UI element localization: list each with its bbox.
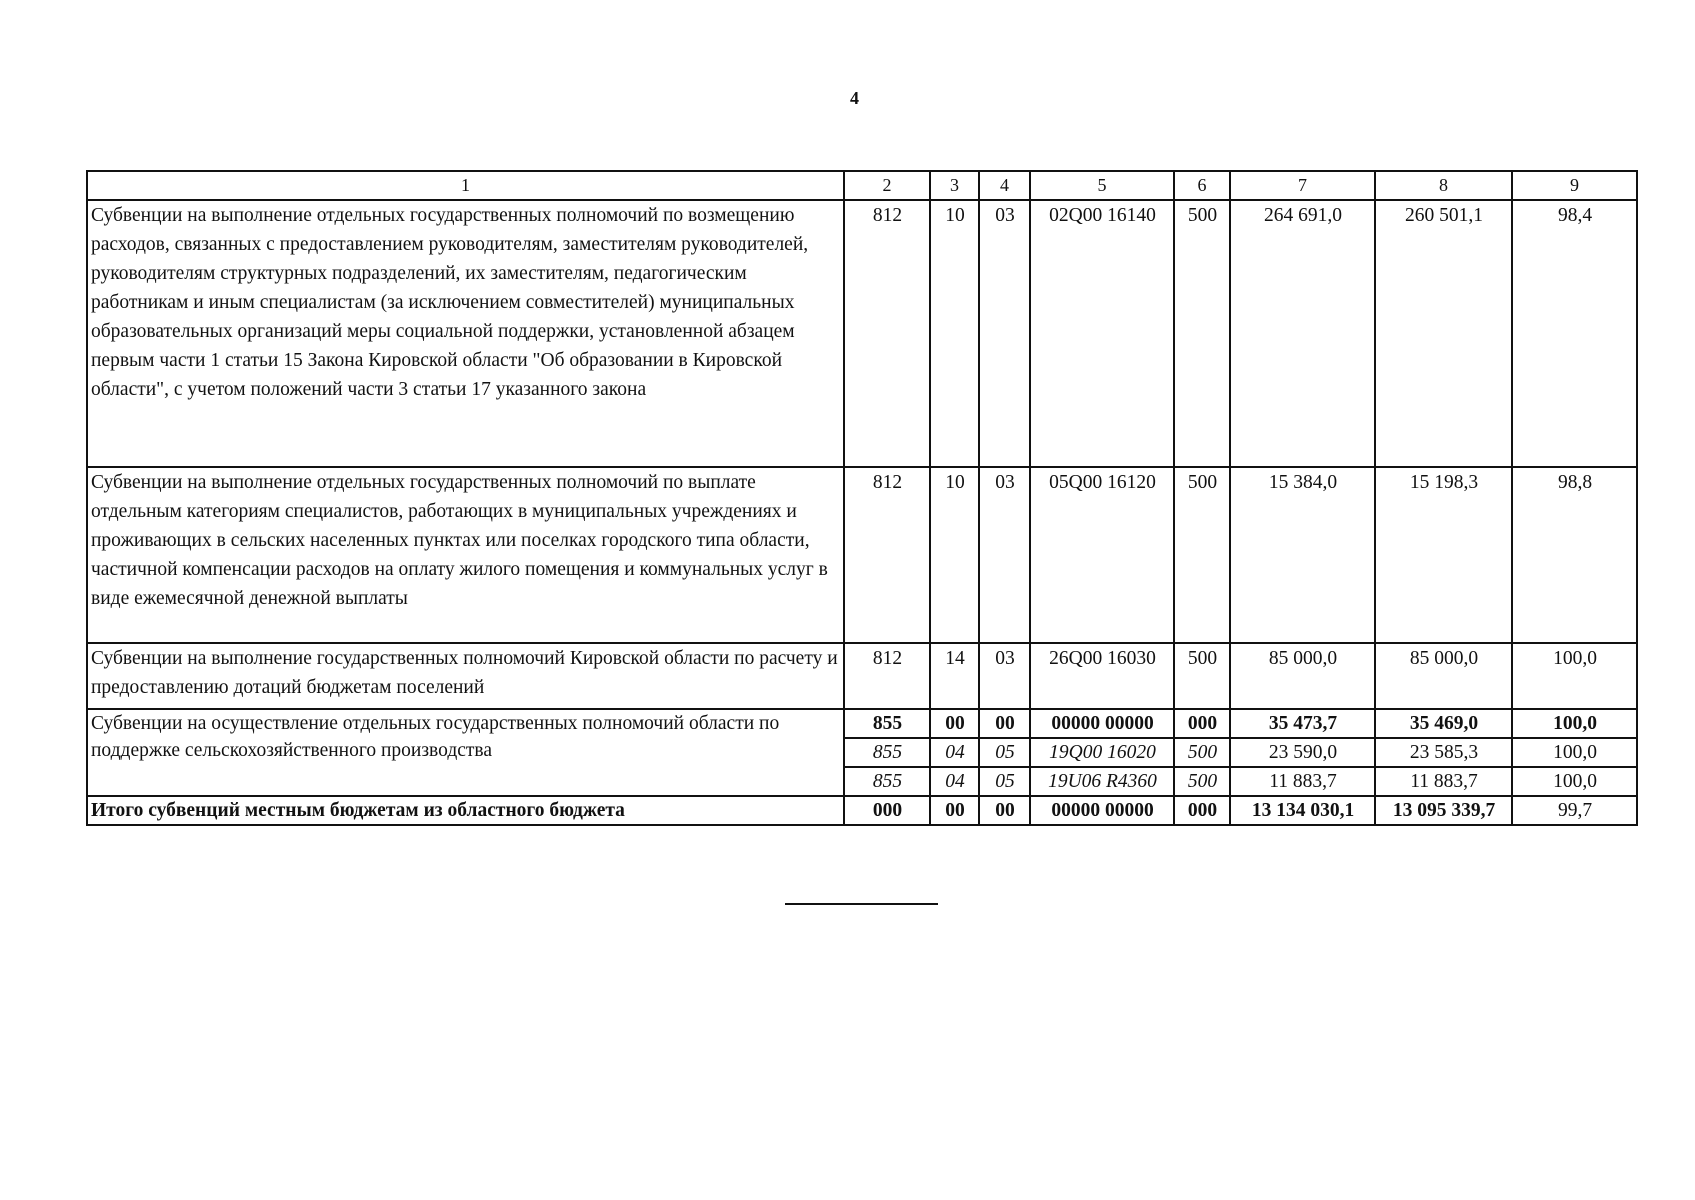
cell-section: 10 (930, 200, 979, 467)
cell-planned: 35 473,7 (1230, 709, 1375, 738)
column-header: 1 (87, 171, 844, 200)
total-row (87, 796, 1637, 825)
row-description: Субвенции на осуществление отдельных государственных полномочий области по поддержке сельскохозяйственного производства (87, 709, 844, 796)
cell-planned: 11 883,7 (1230, 767, 1375, 796)
cell-ministry-code: 855 (844, 709, 930, 738)
cell-target-article: 19Q00 16020 (1030, 738, 1174, 767)
cell-percent: 98,4 (1512, 200, 1637, 467)
cell-section: 00 (930, 796, 979, 825)
cell-executed: 11 883,7 (1375, 767, 1512, 796)
cell-subsection: 05 (979, 767, 1030, 796)
cell-subsection: 03 (979, 467, 1030, 643)
cell-planned: 15 384,0 (1230, 467, 1375, 643)
cell-section: 04 (930, 767, 979, 796)
cell-subsection: 00 (979, 709, 1030, 738)
cell-target-article: 00000 00000 (1030, 709, 1174, 738)
cell-subsection: 05 (979, 738, 1030, 767)
cell-ministry-code: 855 (844, 767, 930, 796)
cell-planned: 85 000,0 (1230, 643, 1375, 709)
column-header: 7 (1230, 171, 1375, 200)
cell-section: 10 (930, 467, 979, 643)
cell-expense-type: 500 (1174, 738, 1230, 767)
cell-planned: 264 691,0 (1230, 200, 1375, 467)
row-description: Субвенции на выполнение отдельных государственных полномочий по возмещению расходов, связанных с предоставлением руководителям, заместителям руководителей, руководителям структурных подразделений, их заместителям, педагогическим работникам и иным специалистам (за исключением совместителей) муниципальных образовательных организаций меры социальной поддержки, установленной абзацем первым части 1 статьи 15 Закона Кировской области "Об образовании в Кировской области", с учетом положений части 3 статьи 17 указанного закона (87, 200, 844, 467)
cell-percent: 100,0 (1512, 738, 1637, 767)
cell-expense-type: 000 (1174, 796, 1230, 825)
table-row (87, 709, 1637, 738)
cell-percent: 100,0 (1512, 709, 1637, 738)
cell-subsection: 03 (979, 200, 1030, 467)
cell-target-article: 19U06 R4360 (1030, 767, 1174, 796)
cell-ministry-code: 000 (844, 796, 930, 825)
cell-expense-type: 500 (1174, 200, 1230, 467)
cell-planned: 13 134 030,1 (1230, 796, 1375, 825)
cell-expense-type: 500 (1174, 643, 1230, 709)
cell-expense-type: 500 (1174, 467, 1230, 643)
cell-ministry-code: 855 (844, 738, 930, 767)
cell-executed: 85 000,0 (1375, 643, 1512, 709)
cell-executed: 35 469,0 (1375, 709, 1512, 738)
cell-expense-type: 500 (1174, 767, 1230, 796)
total-description: Итого субвенций местным бюджетам из областного бюджета (87, 796, 844, 825)
cell-executed: 13 095 339,7 (1375, 796, 1512, 825)
subventions-table (86, 170, 1638, 826)
cell-section: 04 (930, 738, 979, 767)
column-header: 4 (979, 171, 1030, 200)
cell-subsection: 03 (979, 643, 1030, 709)
row-description: Субвенции на выполнение отдельных государственных полномочий по выплате отдельным категориям специалистов, работающих в муниципальных учреждениях и проживающих в сельских населенных пунктах или поселках городского типа области, частичной компенсации расходов на оплату жилого помещения и коммунальных услуг в виде ежемесячной денежной выплаты (87, 467, 844, 643)
cell-ministry-code: 812 (844, 467, 930, 643)
cell-section: 14 (930, 643, 979, 709)
column-header: 5 (1030, 171, 1174, 200)
column-header: 6 (1174, 171, 1230, 200)
column-header: 2 (844, 171, 930, 200)
column-header: 3 (930, 171, 979, 200)
cell-percent: 100,0 (1512, 643, 1637, 709)
table-row (87, 467, 1637, 643)
cell-percent: 98,8 (1512, 467, 1637, 643)
row-description: Субвенции на выполнение государственных полномочий Кировской области по расчету и предоставлению дотаций бюджетам поселений (87, 643, 844, 709)
cell-target-article: 00000 00000 (1030, 796, 1174, 825)
column-header: 9 (1512, 171, 1637, 200)
cell-ministry-code: 812 (844, 200, 930, 467)
cell-expense-type: 000 (1174, 709, 1230, 738)
end-of-document-rule (785, 903, 938, 905)
cell-executed: 15 198,3 (1375, 467, 1512, 643)
cell-planned: 23 590,0 (1230, 738, 1375, 767)
cell-section: 00 (930, 709, 979, 738)
cell-subsection: 00 (979, 796, 1030, 825)
cell-target-article: 05Q00 16120 (1030, 467, 1174, 643)
table-row (87, 200, 1637, 467)
cell-target-article: 26Q00 16030 (1030, 643, 1174, 709)
cell-percent: 99,7 (1512, 796, 1637, 825)
cell-percent: 100,0 (1512, 767, 1637, 796)
cell-target-article: 02Q00 16140 (1030, 200, 1174, 467)
page-number: 4 (850, 88, 859, 108)
column-header: 8 (1375, 171, 1512, 200)
table-row (87, 643, 1637, 709)
cell-executed: 260 501,1 (1375, 200, 1512, 467)
cell-ministry-code: 812 (844, 643, 930, 709)
column-number-header-row (87, 171, 1637, 200)
cell-executed: 23 585,3 (1375, 738, 1512, 767)
